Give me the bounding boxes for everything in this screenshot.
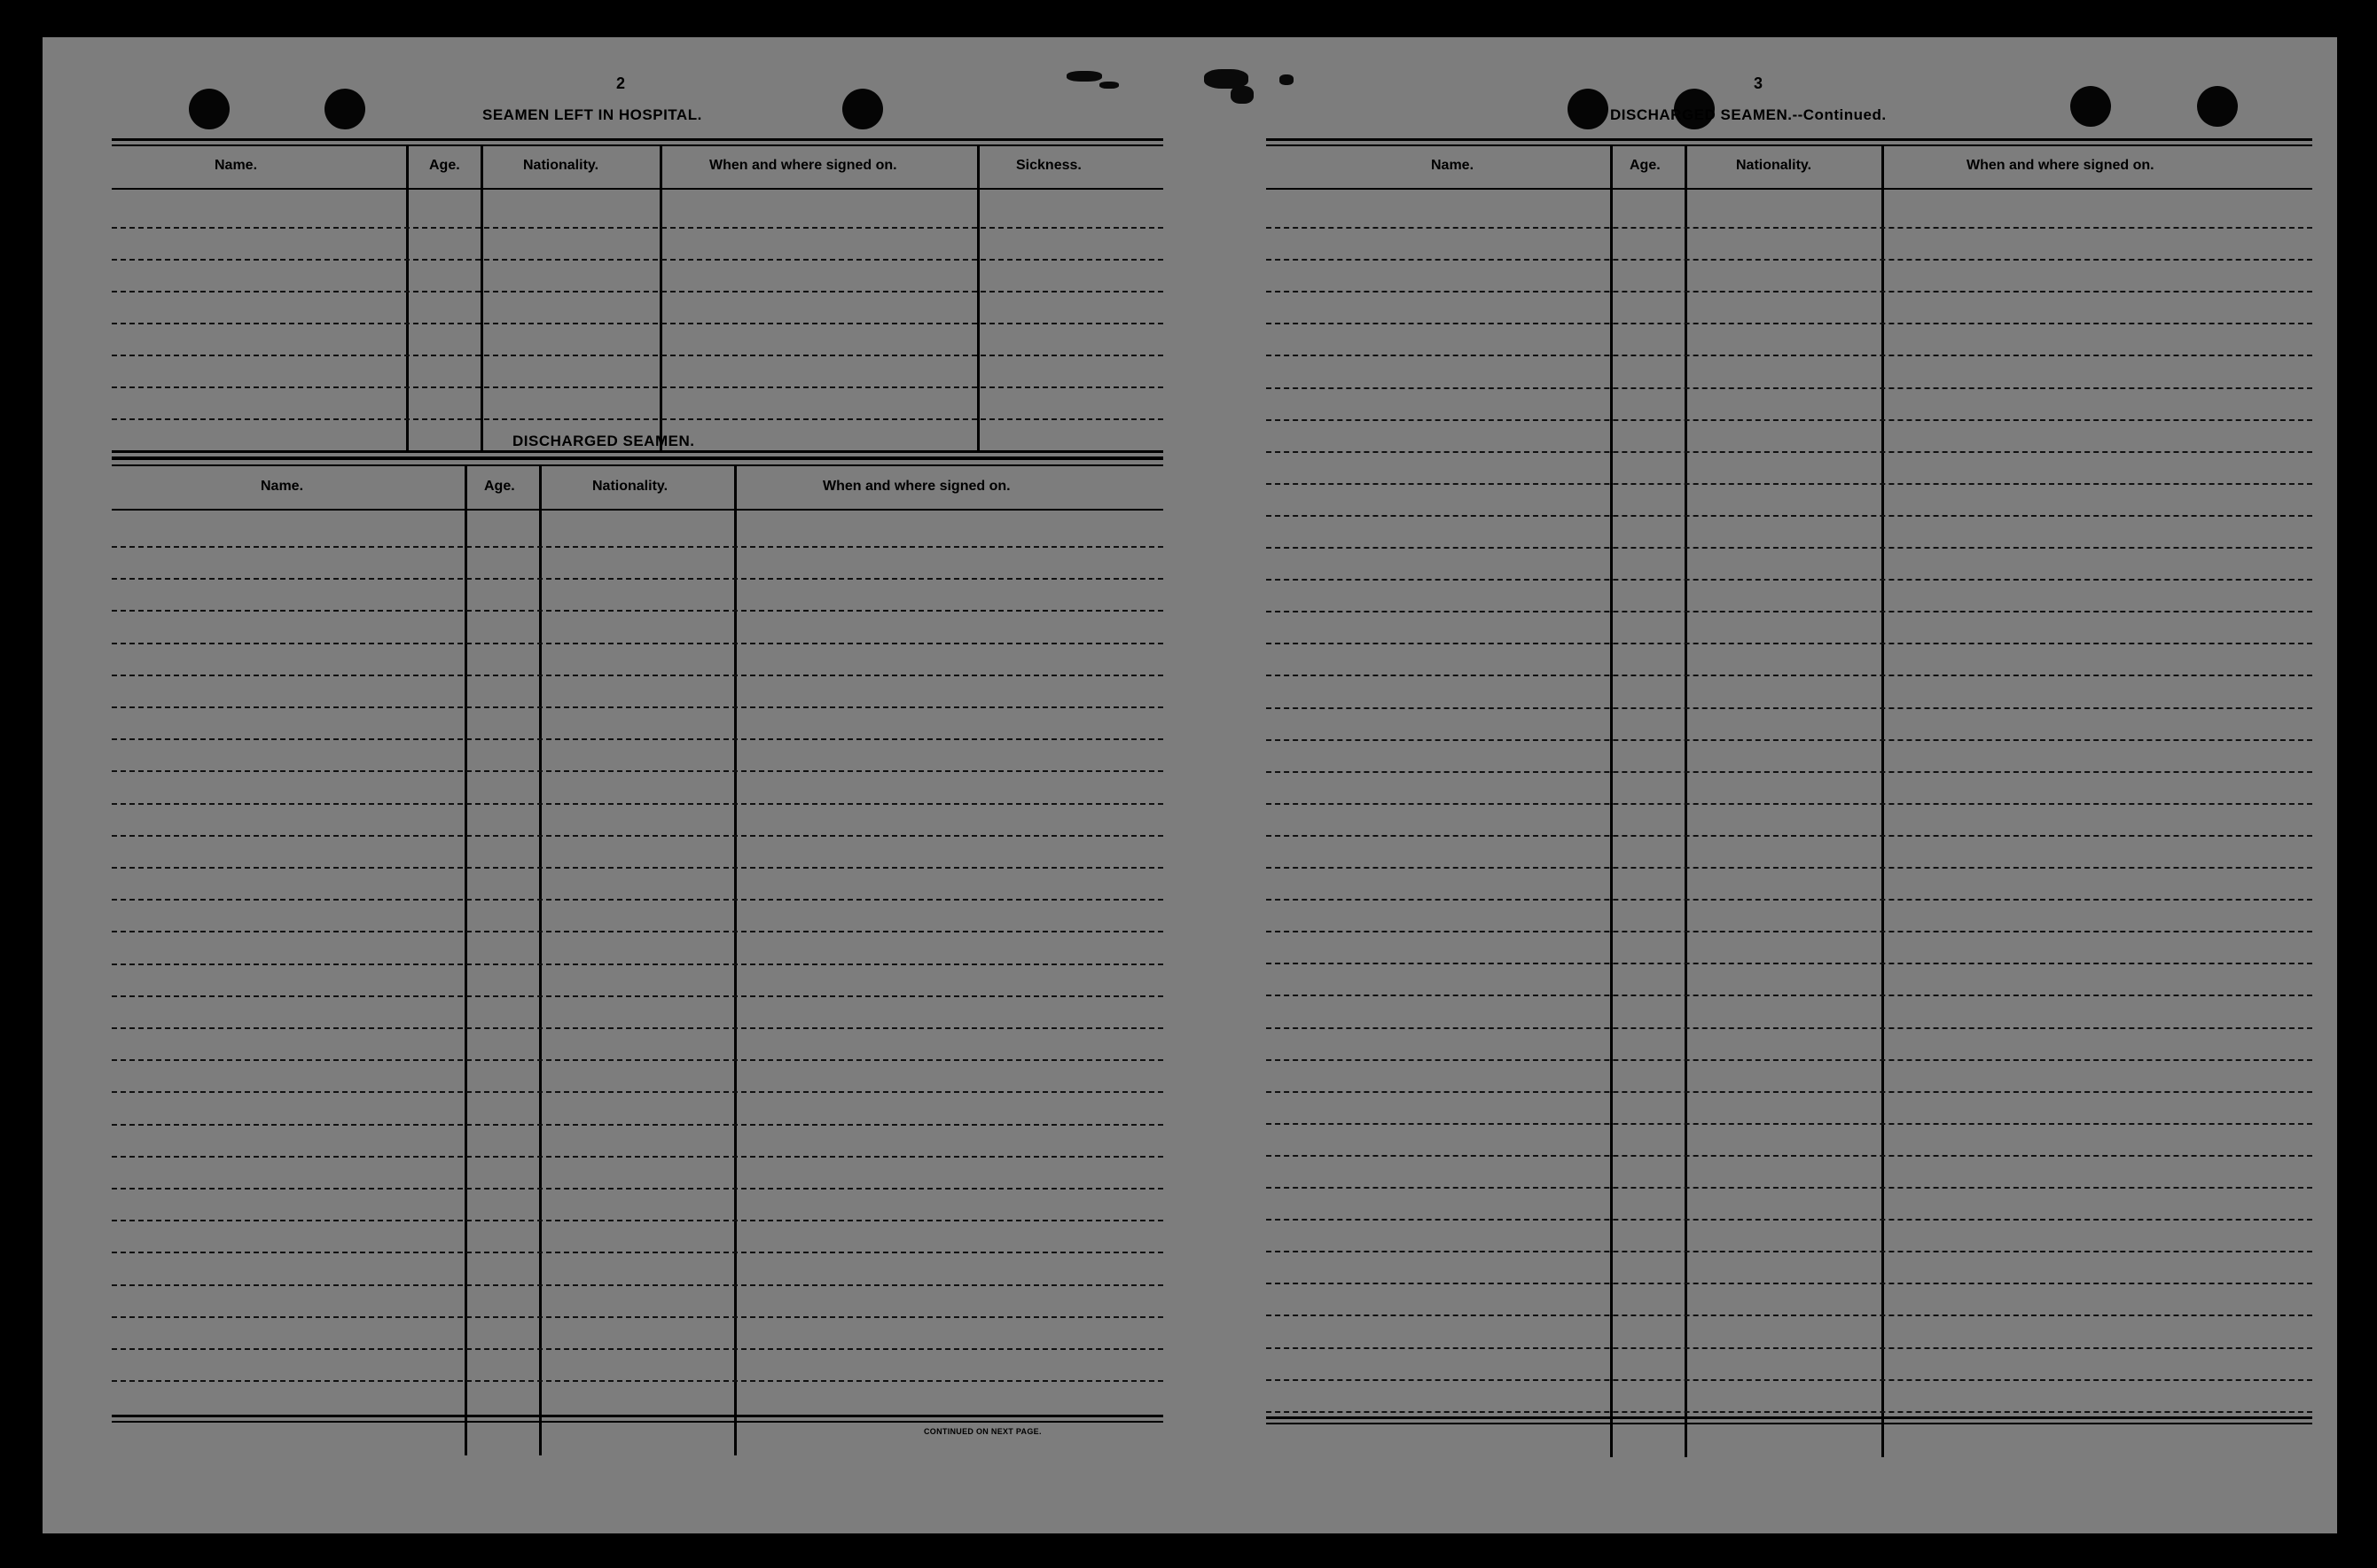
discharged-bottom-rule <box>112 1415 1163 1417</box>
ruled-line <box>1266 1379 2312 1381</box>
ruled-line <box>112 899 1163 901</box>
discharged-col-divider <box>539 466 542 1455</box>
hospital-col-nationality: Nationality. <box>523 158 599 173</box>
ruled-line <box>112 675 1163 676</box>
hospital-bottom-rule <box>112 450 1163 453</box>
ruled-line <box>112 1252 1163 1253</box>
right-header-rule <box>1266 188 2312 190</box>
ruled-line <box>1266 1059 2312 1061</box>
right-col-divider <box>1685 145 1687 1457</box>
hospital-col-sickness: Sickness. <box>1016 158 1082 173</box>
ruled-line <box>112 1059 1163 1061</box>
ruled-line <box>1266 707 2312 709</box>
discharged-top-rule <box>112 457 1163 460</box>
ruled-line <box>112 610 1163 612</box>
ruled-line <box>112 1091 1163 1093</box>
document-sheet <box>43 37 2337 1533</box>
ruled-line <box>1266 995 2312 996</box>
continued-note: CONTINUED ON NEXT PAGE. <box>924 1427 1042 1436</box>
ink-blot <box>1067 71 1102 82</box>
ruled-line <box>1266 387 2312 389</box>
page-number-left: 2 <box>616 74 626 92</box>
ruled-line <box>112 931 1163 932</box>
ruled-line <box>1266 1027 2312 1029</box>
right-bottom-rule <box>1266 1416 2312 1419</box>
punch-hole <box>324 89 365 129</box>
ruled-line <box>1266 739 2312 741</box>
ruled-line <box>1266 291 2312 293</box>
ruled-line <box>112 835 1163 837</box>
ruled-line <box>112 1348 1163 1350</box>
ruled-line <box>1266 419 2312 421</box>
ruled-line <box>1266 899 2312 901</box>
ruled-line <box>112 1380 1163 1382</box>
ruled-line <box>1266 227 2312 229</box>
right-top-rule <box>1266 138 2312 141</box>
ruled-line <box>112 1316 1163 1318</box>
ruled-line <box>112 1284 1163 1286</box>
punch-hole <box>2197 86 2238 127</box>
hospital-header-rule <box>112 188 1163 190</box>
discharged-col-divider <box>734 466 737 1455</box>
ruled-line <box>1266 643 2312 644</box>
ruled-line <box>1266 1411 2312 1413</box>
ruled-line <box>1266 355 2312 356</box>
hospital-top-rule <box>112 138 1163 141</box>
ruled-line <box>1266 579 2312 581</box>
ruled-line <box>1266 611 2312 612</box>
ruled-line <box>1266 483 2312 485</box>
ruled-line <box>112 803 1163 805</box>
ruled-line <box>1266 675 2312 676</box>
hospital-col-divider <box>660 145 662 452</box>
ruled-line <box>112 867 1163 869</box>
ruled-line <box>1266 451 2312 453</box>
ruled-line <box>1266 835 2312 837</box>
hospital-col-divider <box>977 145 980 452</box>
ruled-line <box>112 259 1163 261</box>
ruled-line <box>1266 963 2312 964</box>
hospital-col-divider <box>481 145 483 452</box>
ruled-line <box>1266 1219 2312 1221</box>
right-col-name: Name. <box>1431 158 1474 173</box>
discharged-bottom-rule-2 <box>112 1421 1163 1423</box>
discharged-col-name: Name. <box>261 479 304 494</box>
ruled-line <box>1266 771 2312 773</box>
ruled-line <box>1266 1283 2312 1284</box>
ruled-line <box>1266 547 2312 549</box>
ruled-line <box>112 1188 1163 1190</box>
ruled-line <box>112 227 1163 229</box>
discharged-col-divider <box>465 466 467 1455</box>
punch-hole <box>189 89 230 129</box>
ruled-line <box>112 1220 1163 1221</box>
right-col-age: Age. <box>1630 158 1661 173</box>
right-top-rule-2 <box>1266 144 2312 146</box>
ruled-line <box>1266 1187 2312 1189</box>
right-col-divider <box>1610 145 1613 1457</box>
page-number-right: 3 <box>1754 74 1763 92</box>
ruled-line <box>112 578 1163 580</box>
ruled-line <box>1266 1155 2312 1157</box>
discharged-section-title: DISCHARGED SEAMEN. <box>512 433 695 449</box>
punch-hole <box>1568 89 1608 129</box>
punch-hole <box>2070 86 2111 127</box>
ruled-line <box>1266 259 2312 261</box>
ruled-line <box>1266 515 2312 517</box>
hospital-col-name: Name. <box>215 158 258 173</box>
ruled-line <box>1266 867 2312 869</box>
discharged-col-nationality: Nationality. <box>592 479 669 494</box>
hospital-col-divider <box>406 145 409 452</box>
discharged-col-signed-on: When and where signed on. <box>823 479 1011 494</box>
hospital-top-rule-2 <box>112 144 1163 146</box>
ruled-line <box>112 643 1163 644</box>
punch-hole <box>842 89 883 129</box>
discharged-col-age: Age. <box>484 479 515 494</box>
discharged-top-rule-2 <box>112 464 1163 466</box>
ruled-line <box>1266 803 2312 805</box>
ruled-line <box>112 770 1163 772</box>
ruled-line <box>112 995 1163 997</box>
ruled-line <box>112 1156 1163 1158</box>
ruled-line <box>112 738 1163 740</box>
ruled-line <box>112 963 1163 965</box>
ruled-line <box>112 546 1163 548</box>
right-col-nationality: Nationality. <box>1736 158 1812 173</box>
ruled-line <box>1266 323 2312 324</box>
ruled-line <box>112 1027 1163 1029</box>
ink-blot <box>1279 74 1294 85</box>
hospital-col-age: Age. <box>429 158 460 173</box>
right-section-title: DISCHARGED SEAMEN.--Continued. <box>1610 106 1887 123</box>
ruled-line <box>1266 1251 2312 1252</box>
hospital-col-signed-on: When and where signed on. <box>709 158 897 173</box>
right-col-signed-on: When and where signed on. <box>1966 158 2154 173</box>
ruled-line <box>1266 1314 2312 1316</box>
right-col-divider <box>1881 145 1884 1457</box>
ruled-line <box>112 355 1163 356</box>
right-bottom-rule-2 <box>1266 1423 2312 1424</box>
ruled-line <box>1266 1347 2312 1349</box>
hospital-section-title: SEAMEN LEFT IN HOSPITAL. <box>482 106 702 123</box>
ruled-line <box>1266 931 2312 932</box>
ruled-line <box>1266 1123 2312 1125</box>
ruled-line <box>112 418 1163 420</box>
ruled-line <box>1266 1091 2312 1093</box>
ink-blot <box>1099 82 1119 89</box>
discharged-header-rule <box>112 509 1163 511</box>
ruled-line <box>112 323 1163 324</box>
ruled-line <box>112 706 1163 708</box>
ruled-line <box>112 291 1163 293</box>
ink-blot <box>1231 86 1254 104</box>
ruled-line <box>112 386 1163 388</box>
ruled-line <box>112 1124 1163 1126</box>
